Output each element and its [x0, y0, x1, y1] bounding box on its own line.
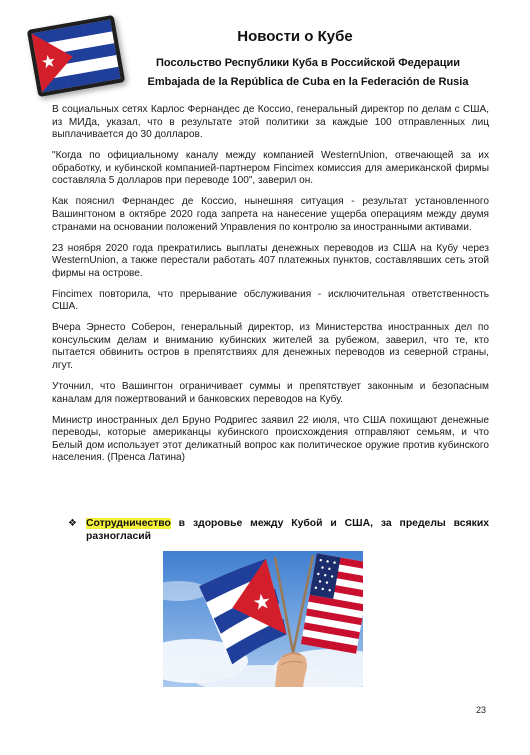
article-body [52, 104, 489, 473]
paragraph: Вчера Эрнесто Соберон, генеральный директор, из Министерства иностранных дел по консульским делам и вниманию кубинских жителей за рубежом, заверил, что те, кто пытается обвинить остров в препятствиях для денежных переводов из северной страны, лгут. [52, 322, 489, 372]
next-article-headline [68, 517, 489, 543]
diamond-bullet-icon: ❖ [68, 518, 77, 529]
headline-rest: в здоровье между Кубой и США, за пределы всяких разногласий [86, 518, 489, 542]
page-number: 23 [476, 705, 487, 715]
paragraph: Уточнил, что Вашингтон ограничивает суммы и препятствует законным и безопасным каналам для пожертвований и банковских переводов на Кубу. [52, 381, 489, 405]
paragraph: "Когда по официальному каналу между компанией WesternUnion, отвечающей за их обработку, и кубинской компанией-партнером Fincimex комиссия для американской фирмы составляла 5 долларов при переводе 100", заверил он. [52, 150, 489, 187]
paragraph: Как пояснил Фернандес де Коссио, нынешняя ситуация - результат установленного Вашингтоном в октябре 2020 года запрета на нанесение ущерба операциям между двумя странами на основании положений Управления по контролю за иностранными активами. [52, 196, 489, 233]
embassy-name-spanish: Embajada de la República de Cuba en la Federación de Rusia [147, 76, 469, 88]
paragraph: Fincimex повторила, что прерывание обслуживания - исключительная ответственность США. [52, 288, 489, 313]
paragraph: Министр иностранных дел Бруно Родригес заявил 22 июля, что США похищают денежные переводы, которые американцы кубинского происхождения отправляют семьям, и что Белый дом использует этот деликатный вопрос как политическое оружие против кубинского населения. (Пренса Латина) [52, 414, 489, 464]
embassy-name-russian: Посольство Республики Куба в Российской Федерации [156, 57, 460, 69]
highlighted-word: Сотрудничество [86, 518, 171, 529]
flags-photo [163, 551, 363, 687]
flags-photo-graphic [163, 551, 363, 687]
paragraph: В социальных сетях Карлос Фернандес де Коссио, генеральный директор по делам с США, из МИДа, указал, что в результате этой политики за каждые 100 отправленных лиц выплачивается до 30 долларов. [52, 104, 489, 141]
page-title: Новости о Кубе [237, 28, 353, 45]
paragraph: 23 ноября 2020 года прекратились выплаты денежных переводов из США на Кубу через WesternUnion, а также перестали работать 407 платежных пунктов, составлявших сеть этой фирмы на острове. [52, 242, 489, 279]
